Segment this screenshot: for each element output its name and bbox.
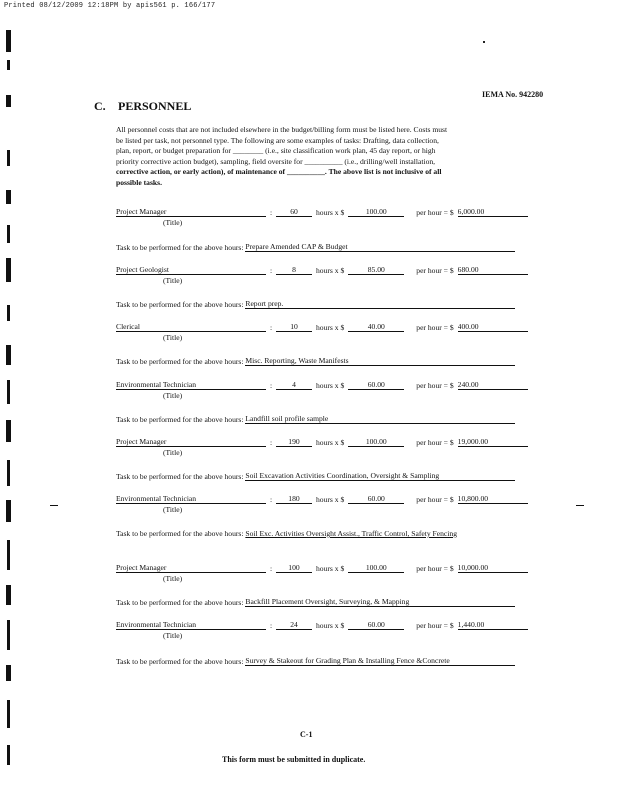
task-line [116, 299, 515, 309]
separator: : [269, 495, 273, 504]
personnel-row [116, 563, 528, 573]
personnel-row [116, 322, 528, 332]
per-hour-label: per hour = $ [416, 438, 454, 447]
task-line [116, 471, 515, 481]
separator: : [269, 266, 273, 275]
task-line [116, 242, 515, 252]
task-prefix: Task to be performed for the above hours: [116, 415, 244, 424]
intro-paragraph [116, 125, 556, 188]
total-value: 10,000.00 [458, 563, 528, 573]
intro-line: All personnel costs that are not included elsewhere in the budget/billing form must be listed here. Costs must [116, 125, 448, 134]
rate-value: 100.00 [348, 437, 404, 447]
task-description: Survey & Stakeout for Grading Plan & Installing Fence &Concrete [245, 656, 515, 666]
total-value: 400.00 [458, 322, 528, 332]
task-description: Misc. Reporting, Waste Manifests [245, 356, 515, 366]
task-line [116, 656, 515, 666]
rate-value: 100.00 [348, 563, 404, 573]
title-caption: (Title) [163, 218, 183, 227]
task-line [116, 597, 515, 607]
total-value: 10,800.00 [458, 494, 528, 504]
page-number: C-1 [300, 730, 313, 739]
footer-note: This form must be submitted in duplicate. [222, 755, 366, 764]
hours-value: 190 [276, 437, 312, 447]
personnel-row [116, 380, 528, 390]
rate-value: 60.00 [348, 620, 404, 630]
separator: : [269, 438, 273, 447]
title-caption: (Title) [163, 333, 183, 342]
rate-value: 40.00 [348, 322, 404, 332]
per-hour-label: per hour = $ [416, 323, 454, 332]
position-title: Environmental Technician [116, 494, 266, 504]
section-letter: C. [94, 99, 106, 113]
section-title: PERSONNEL [118, 99, 192, 113]
total-value: 240.00 [458, 380, 528, 390]
position-title: Environmental Technician [116, 380, 266, 390]
rate-value: 85.00 [348, 265, 404, 275]
task-description: Prepare Amended CAP & Budget [245, 242, 515, 252]
per-hour-label: per hour = $ [416, 564, 454, 573]
title-caption: (Title) [163, 631, 183, 640]
intro-line: corrective action, or early action), of maintenance of __________. The above list is not inclusive of all [116, 167, 442, 176]
task-prefix: Task to be performed for the above hours: [116, 357, 244, 366]
title-caption: (Title) [163, 505, 183, 514]
personnel-row [116, 437, 528, 447]
task-line [116, 414, 515, 424]
title-caption: (Title) [163, 448, 183, 457]
title-caption: (Title) [163, 574, 183, 583]
separator: : [269, 564, 273, 573]
rate-value: 60.00 [348, 380, 404, 390]
task-prefix: Task to be performed for the above hours: [116, 598, 244, 607]
position-title: Environmental Technician [116, 620, 266, 630]
title-caption: (Title) [163, 391, 183, 400]
position-title: Project Manager [116, 437, 266, 447]
hours-value: 10 [276, 322, 312, 332]
task-line [116, 529, 556, 539]
hours-label: hours x $ [316, 381, 345, 390]
personnel-row [116, 494, 528, 504]
task-prefix: Task to be performed for the above hours: [116, 657, 244, 666]
title-caption: (Title) [163, 276, 183, 285]
intro-line: plan, report, or budget preparation for ________ (i.e., site classification work plan, 45 day report, or high [116, 146, 436, 155]
personnel-row [116, 207, 528, 217]
total-value: 6,000.00 [458, 207, 528, 217]
position-title: Project Geologist [116, 265, 266, 275]
separator: : [269, 323, 273, 332]
position-title: Project Manager [116, 563, 266, 573]
rate-value: 100.00 [348, 207, 404, 217]
rate-value: 60.00 [348, 494, 404, 504]
hours-label: hours x $ [316, 564, 345, 573]
per-hour-label: per hour = $ [416, 621, 454, 630]
task-prefix: Task to be performed for the above hours: [116, 472, 244, 481]
per-hour-label: per hour = $ [416, 266, 454, 275]
hours-label: hours x $ [316, 208, 345, 217]
hours-value: 60 [276, 207, 312, 217]
task-description: Soil Excavation Activities Coordination, Oversight & Sampling [245, 471, 515, 481]
personnel-row [116, 265, 528, 275]
task-description: Landfill soil profile sample [245, 414, 515, 424]
per-hour-label: per hour = $ [416, 495, 454, 504]
hours-label: hours x $ [316, 438, 345, 447]
task-prefix: Task to be performed for the above hours: [116, 243, 244, 252]
personnel-row [116, 620, 528, 630]
hours-label: hours x $ [316, 323, 345, 332]
total-value: 19,000.00 [458, 437, 528, 447]
intro-line: possible tasks. [116, 177, 163, 187]
hours-value: 100 [276, 563, 312, 573]
position-title: Clerical [116, 322, 266, 332]
per-hour-label: per hour = $ [416, 208, 454, 217]
task-description: Soil Exc. Activities Oversight Assist., Traffic Control, Safety Fencing [245, 529, 458, 538]
separator: : [269, 208, 273, 217]
total-value: 1,440.00 [458, 620, 528, 630]
hours-value: 180 [276, 494, 312, 504]
hours-value: 8 [276, 265, 312, 275]
per-hour-label: per hour = $ [416, 381, 454, 390]
task-prefix: Task to be performed for the above hours: [116, 529, 244, 538]
task-description: Report prep. [245, 299, 515, 309]
position-title: Project Manager [116, 207, 266, 217]
intro-line: priority corrective action budget), sampling, field oversite for __________ (i.e., drilling/well installation, [116, 156, 436, 166]
task-description: Backfill Placement Oversight, Surveying, & Mapping [245, 597, 515, 607]
total-value: 680.00 [458, 265, 528, 275]
intro-line: be listed per task, not personnel type. The following are some examples of tasks: Drafting, data collection, [116, 135, 439, 145]
fax-header: Printed 08/12/2009 12:18PM by apis561 p. 166/177 [4, 2, 216, 10]
hours-label: hours x $ [316, 266, 345, 275]
separator: : [269, 621, 273, 630]
hours-label: hours x $ [316, 621, 345, 630]
hours-value: 24 [276, 620, 312, 630]
hours-value: 4 [276, 380, 312, 390]
iema-number: IEMA No. 942280 [482, 90, 544, 99]
hours-label: hours x $ [316, 495, 345, 504]
separator: : [269, 381, 273, 390]
task-line [116, 356, 515, 366]
task-prefix: Task to be performed for the above hours: [116, 300, 244, 309]
